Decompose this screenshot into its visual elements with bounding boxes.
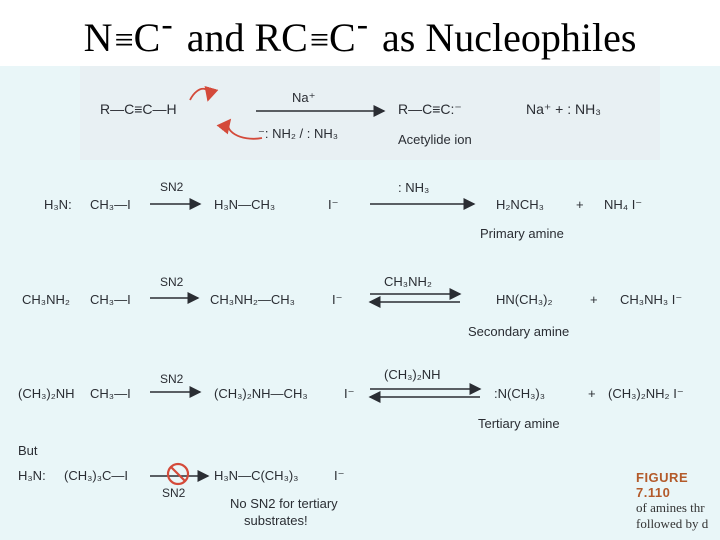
acetylide-above-arrow: Na⁺: [292, 90, 316, 105]
row2-plus: +: [590, 292, 598, 307]
row3-nucleophile: (CH₃)₂NH: [18, 386, 75, 401]
title-c: C: [133, 15, 161, 60]
row2-sn2: SN2: [160, 275, 184, 289]
title-charge-1: -: [161, 6, 173, 43]
row2-iodide: I⁻: [332, 292, 343, 307]
row1-nucleophile: H₃N:: [44, 197, 72, 212]
but-substrate: (CH₃)₃C—I: [64, 468, 129, 483]
but-label: But: [18, 443, 38, 458]
row3-amine: :N(CH₃)₃: [494, 386, 546, 401]
row3-sn2: SN2: [160, 372, 184, 386]
acetylide-byproduct: Na⁺ + : NH₃: [526, 101, 601, 117]
triple-bond-icon: ≡: [309, 22, 323, 59]
row1-iodide: I⁻: [328, 197, 339, 212]
title-tail: as Nucleophiles: [372, 15, 637, 60]
row3-substrate: CH₃—I: [90, 386, 131, 401]
title-and-rc: and RC: [176, 15, 308, 60]
figure-line-1: of amines thr: [636, 500, 705, 515]
acetylide-label: Acetylide ion: [398, 132, 472, 147]
curved-arrow-icon: [228, 120, 262, 139]
curved-arrow-icon: [190, 89, 209, 100]
triple-bond-icon: ≡: [114, 22, 128, 59]
figure-line-2: followed by d: [636, 516, 709, 531]
prohibited-icon: [168, 464, 188, 484]
but-note-1: No SN2 for tertiary: [230, 496, 338, 511]
acetylide-base: ⁻: NH₂ / : NH₃: [258, 126, 339, 141]
title-c-2: C: [329, 15, 356, 60]
row3-product: (CH₃)₂NH—CH₃: [214, 386, 308, 401]
row1-sn2: SN2: [160, 180, 184, 194]
acetylide-reactant: R—C≡C—H: [100, 101, 177, 117]
row2-nucleophile: CH₃NH₂: [22, 292, 70, 307]
row3-label: Tertiary amine: [478, 416, 560, 431]
row3-reagent: (CH₃)₂NH: [384, 367, 441, 382]
row3-iodide: I⁻: [344, 386, 355, 401]
row2-salt: CH₃NH₃ I⁻: [620, 292, 683, 307]
title-n: N: [83, 15, 113, 60]
row1-label: Primary amine: [480, 226, 564, 241]
row1-substrate: CH₃—I: [90, 197, 131, 212]
row1-plus: +: [576, 197, 584, 212]
but-product: H₃N—C(CH₃)₃: [214, 468, 299, 483]
acetylide-product: R—C≡C:⁻: [398, 101, 462, 117]
row1-salt: NH₄ I⁻: [604, 197, 643, 212]
row2-label: Secondary amine: [468, 324, 570, 339]
row3-salt: (CH₃)₂NH₂ I⁻: [608, 386, 684, 401]
row3-plus: +: [588, 386, 596, 401]
row2-reagent: CH₃NH₂: [384, 274, 432, 289]
row2-product: CH₃NH₂—CH₃: [210, 292, 295, 307]
row1-amine: H₂NCH₃: [496, 197, 544, 212]
title-charge-2: -: [356, 6, 369, 43]
but-iodide: I⁻: [334, 468, 345, 483]
row1-product: H₃N—CH₃: [214, 197, 276, 212]
but-sn2: SN2: [162, 486, 186, 500]
but-nucleophile: H₃N:: [18, 468, 46, 483]
but-note-2: substrates!: [244, 513, 308, 528]
row1-reagent: : NH₃: [398, 180, 430, 195]
row2-substrate: CH₃—I: [90, 292, 131, 307]
figure-heading: FIGURE 7.110: [636, 470, 689, 500]
row2-amine: HN(CH₃)₂: [496, 292, 553, 307]
